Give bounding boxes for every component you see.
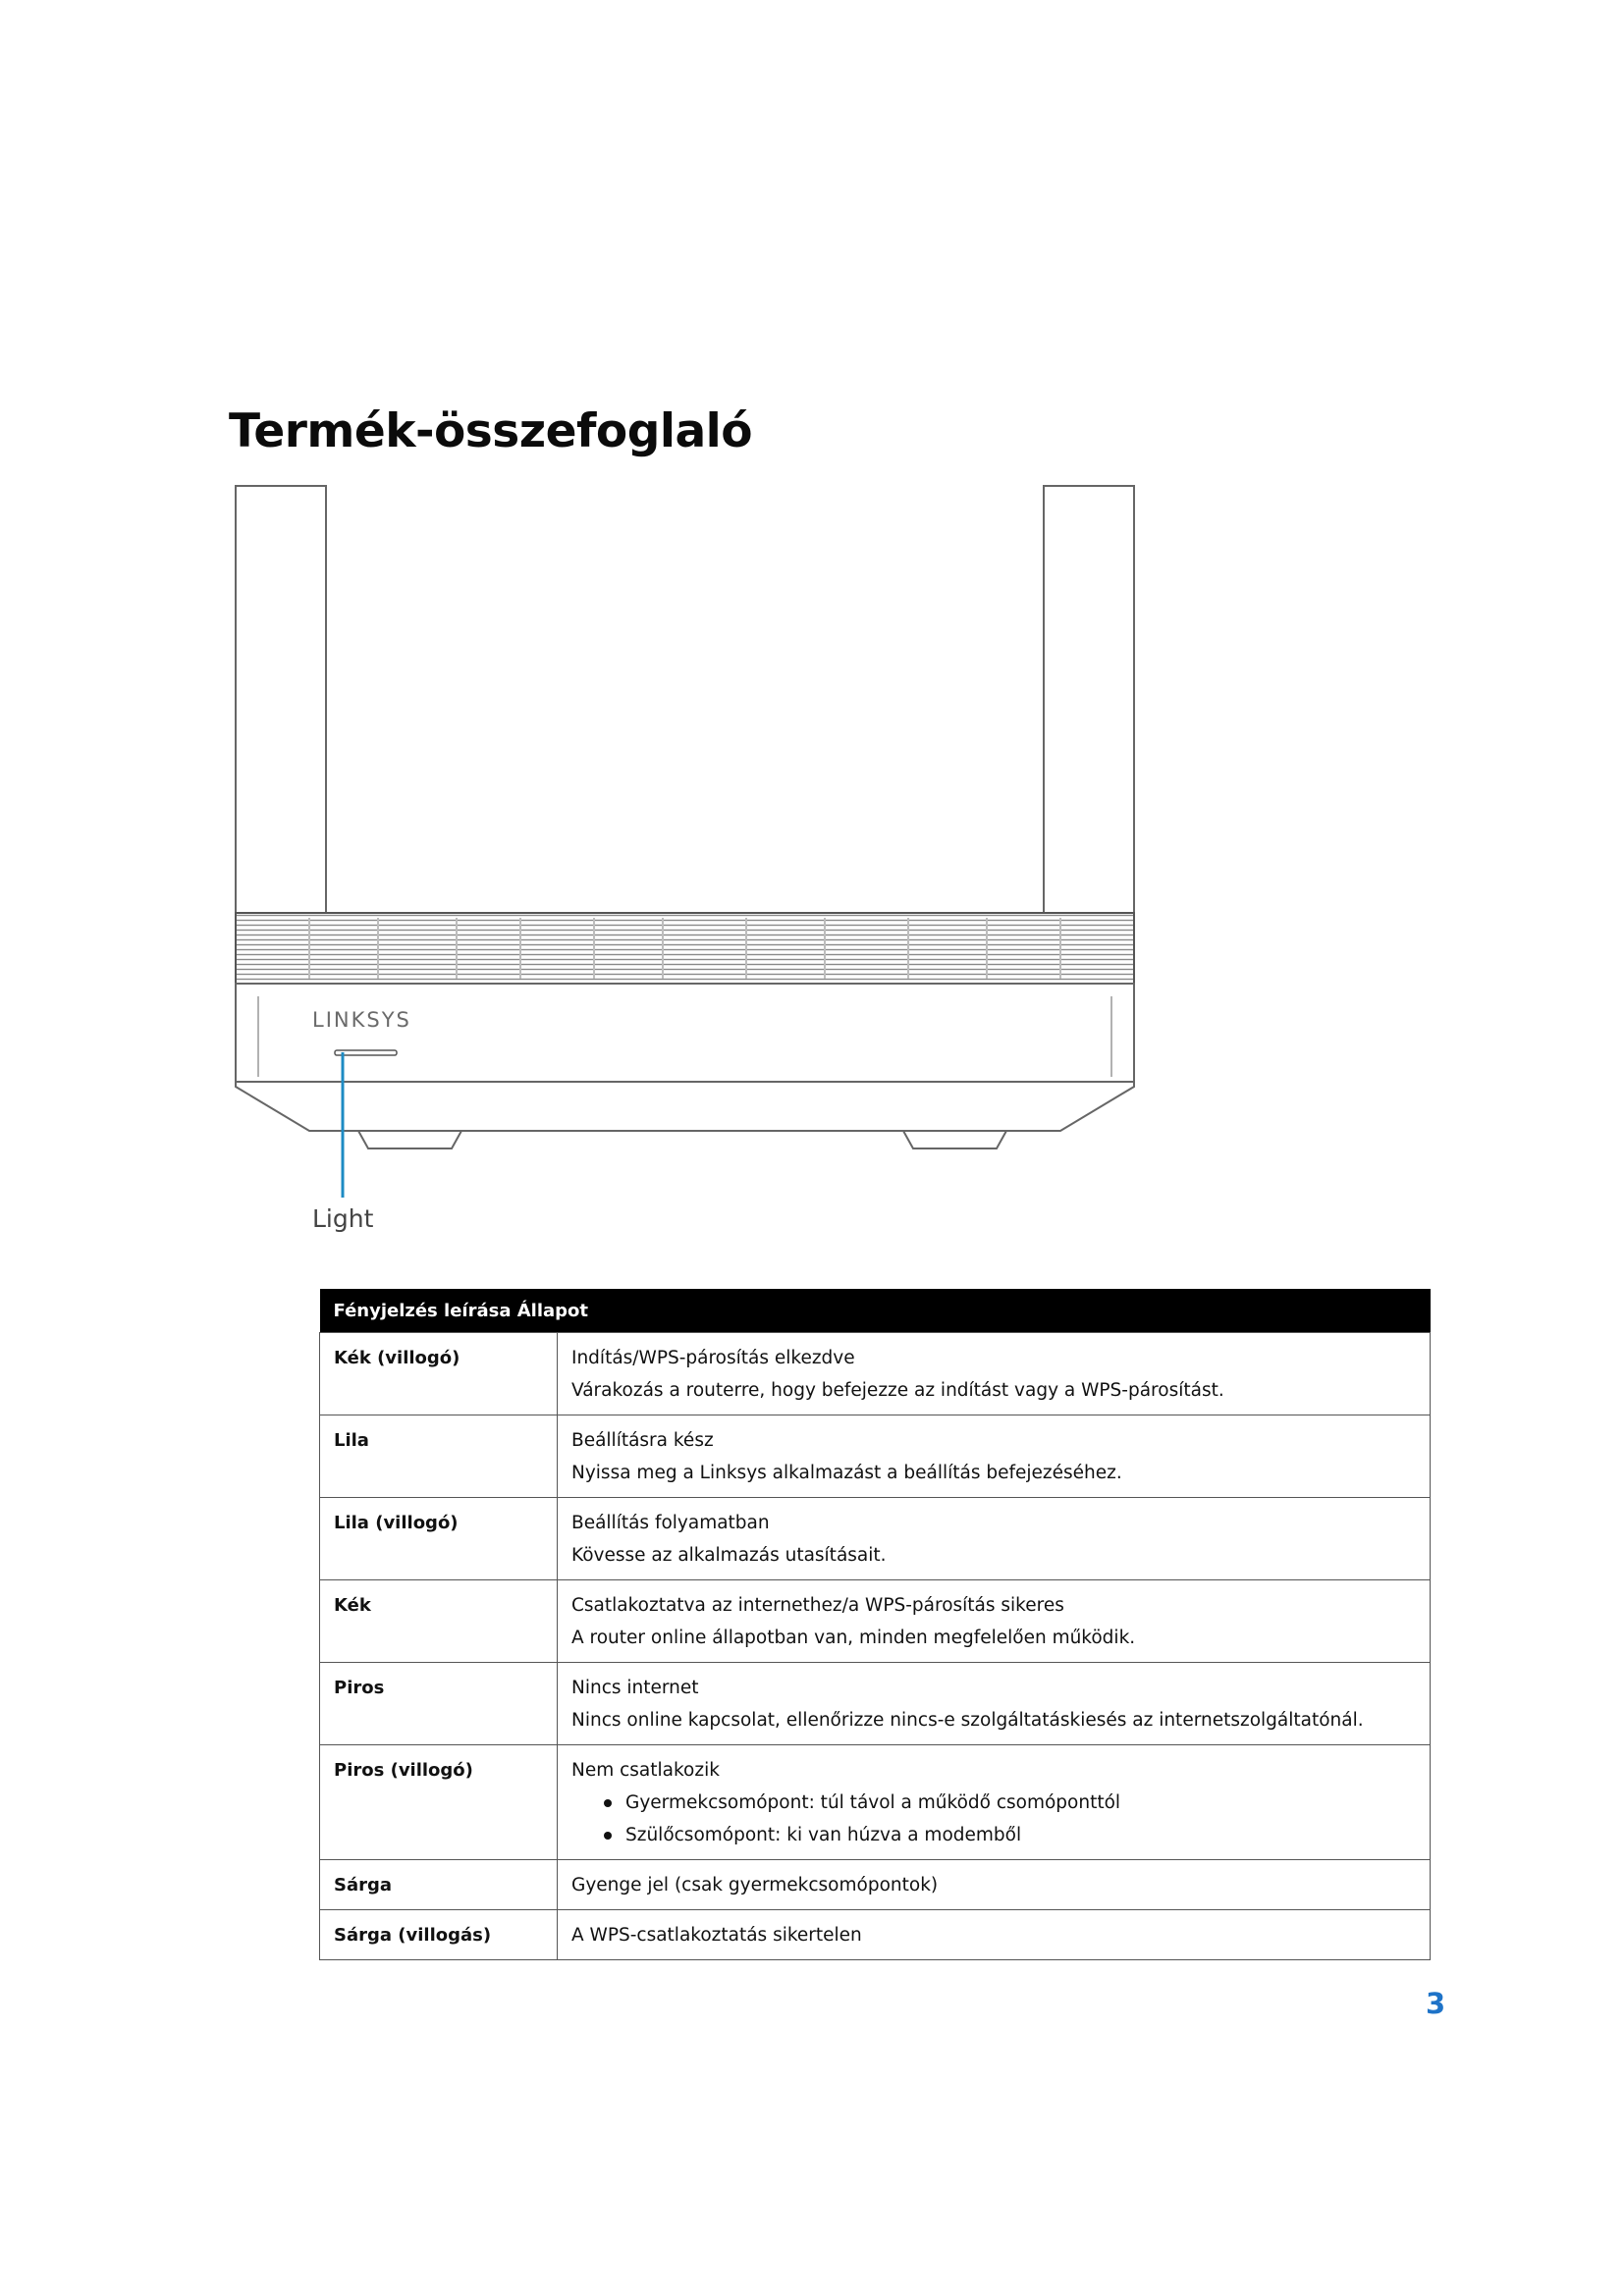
description-line: Kövesse az alkalmazás utasításait.: [571, 1545, 887, 1566]
light-description-cell: [558, 1580, 1431, 1663]
table-header: Fényjelzés leírása Állapot: [320, 1289, 1431, 1333]
table-row: [320, 1415, 1431, 1498]
description-line: Nyissa meg a Linksys alkalmazást a beállítás befejezéséhez.: [571, 1463, 1122, 1483]
right-antenna: [1044, 486, 1134, 923]
light-color-cell: Sárga (villogás): [320, 1910, 558, 1960]
description-line: Nem csatlakozik: [571, 1760, 720, 1781]
light-description-cell: [558, 1333, 1431, 1415]
light-callout-label: Light: [312, 1204, 374, 1233]
light-description-cell: [558, 1415, 1431, 1498]
description-line: Várakozás a routerre, hogy befejezze az indítást vagy a WPS-párosítást.: [571, 1380, 1224, 1401]
vent-grille: [236, 913, 1134, 984]
bullet-item: Gyermekcsomópont: túl távol a működő csomóponttól: [625, 1787, 1418, 1819]
left-antenna: [236, 486, 326, 923]
description-line: Nincs online kapcsolat, ellenőrizze nincs-e szolgáltatáskiesés az internetszolgáltatónál.: [571, 1710, 1364, 1731]
light-color-cell: Sárga: [320, 1860, 558, 1910]
table-row: [320, 1745, 1431, 1860]
light-color-cell: Kék: [320, 1580, 558, 1663]
description-line: Nincs internet: [571, 1678, 699, 1698]
description-line: Csatlakoztatva az internethez/a WPS-párosítás sikeres: [571, 1595, 1064, 1616]
light-status-table: [319, 1289, 1431, 1960]
router-front-panel: [236, 984, 1134, 1082]
description-line: Beállítás folyamatban: [571, 1513, 770, 1533]
router-illustration: [221, 476, 1154, 1242]
table-row: [320, 1580, 1431, 1663]
table-header-row: [320, 1289, 1431, 1333]
description-line: Gyenge jel (csak gyermekcsomópontok): [571, 1875, 939, 1896]
linksys-logo: LINKSYS: [312, 1008, 411, 1032]
light-description-cell: [558, 1745, 1431, 1860]
description-line: A WPS-csatlakoztatás sikertelen: [571, 1925, 862, 1946]
left-foot: [358, 1131, 461, 1148]
description-line: Indítás/WPS-párosítás elkezdve: [571, 1348, 855, 1368]
light-color-cell: Kék (villogó): [320, 1333, 558, 1415]
right-foot: [903, 1131, 1006, 1148]
light-description-cell: [558, 1663, 1431, 1745]
description-line: Beállításra kész: [571, 1430, 714, 1451]
light-color-cell: Lila: [320, 1415, 558, 1498]
table-row: [320, 1498, 1431, 1580]
router-base: [236, 1082, 1134, 1131]
table-row: [320, 1663, 1431, 1745]
page-title: Termék-összefoglaló: [229, 404, 753, 458]
light-color-cell: Lila (villogó): [320, 1498, 558, 1580]
description-line: A router online állapotban van, minden megfelelően működik.: [571, 1628, 1136, 1648]
light-color-cell: Piros: [320, 1663, 558, 1745]
bullet-item: Szülőcsomópont: ki van húzva a modemből: [625, 1819, 1418, 1851]
bullet-list: [571, 1787, 1418, 1851]
light-color-cell: Piros (villogó): [320, 1745, 558, 1860]
table-row: [320, 1910, 1431, 1960]
table-row: [320, 1333, 1431, 1415]
page-number: 3: [1426, 1987, 1446, 2020]
light-description-cell: [558, 1498, 1431, 1580]
table-row: [320, 1860, 1431, 1910]
light-description-cell: [558, 1860, 1431, 1910]
light-description-cell: [558, 1910, 1431, 1960]
